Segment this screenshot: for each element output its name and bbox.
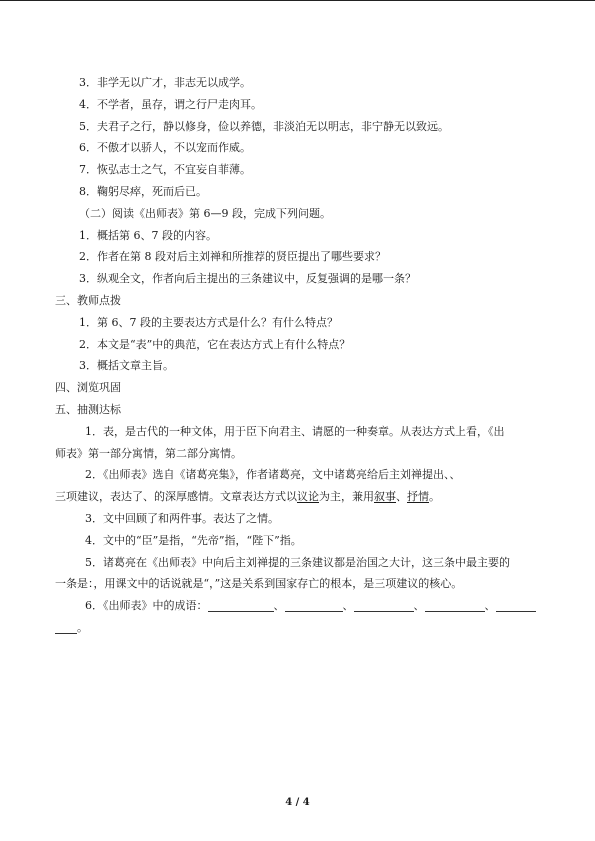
test-question-1-line-2: 师表》第一部分寓情，第二部分寓情。 — [55, 446, 242, 460]
teacher-question-3: 3．概括文章主旨。 — [79, 359, 174, 373]
idiom-blank-4[interactable] — [425, 599, 485, 612]
q2-text-c: 、 — [396, 490, 407, 504]
quote-item-5: 5．夫君子之行，静以修身，俭以养德，非淡泊无以明志，非宁静无以致远。 — [79, 119, 449, 133]
quote-item-7: 7．恢弘志士之气，不宜妄自菲薄。 — [79, 163, 251, 177]
q6-separator-4: 、 — [484, 599, 496, 613]
quote-item-3: 3．非学无以广才，非志无以成学。 — [79, 76, 251, 89]
section-test-heading: 五、抽测达标 — [55, 402, 121, 416]
teacher-question-1: 1．第 6、7 段的主要表达方式是什么？有什么特点？ — [79, 315, 338, 329]
page-number: 4 / 4 — [285, 797, 310, 808]
q2-underlined-lyric: 抒情 — [407, 490, 429, 504]
idiom-blank-3[interactable] — [354, 599, 414, 612]
idiom-blank-2[interactable] — [285, 599, 343, 612]
teacher-question-2: 2．本文是“表”中的典范，它在表达方式上有什么特点？ — [79, 337, 351, 351]
test-question-4: 4．文中的“臣”是指，“先帝”指，“陛下”指。 — [85, 533, 302, 547]
test-question-5-line-2: 一条是：，用课文中的话说就是“，”这是关系到国家存亡的根本，是三项建议的核心。 — [55, 577, 463, 591]
q2-text-d: 。 — [429, 490, 440, 504]
quote-item-8: 8．鞠躬尽瘁，死而后已。 — [79, 184, 207, 198]
q6-separator-1: 、 — [273, 599, 285, 613]
part2-question-2: 2．作者在第 8 段对后主刘禅和所推荐的贤臣提出了哪些要求？ — [79, 250, 386, 264]
test-question-2-line-1: 2．《出师表》选自《诸葛亮集》，作者诸葛亮，文中诸葛亮给后主刘禅提出、、 — [85, 468, 461, 482]
test-question-6-line-2 — [55, 617, 545, 639]
q2-underlined-narrative: 叙事 — [374, 490, 396, 504]
part2-question-1: 1．概括第 6、7 段的内容。 — [79, 228, 217, 242]
section-review-heading: 四、浏览巩固 — [55, 381, 121, 395]
q6-end: 。 — [77, 620, 88, 634]
test-question-1-line-1: 1．表，是古代的一种文体，用于臣下向君主、请愿的一种奏章。从表达方式上看，《出 — [85, 424, 505, 438]
part2-heading: （二）阅读《出师表》第 6—9 段，完成下列问题。 — [79, 206, 331, 220]
q2-text-b: 为主，兼用 — [319, 490, 374, 504]
idiom-blank-5-continued[interactable] — [55, 621, 77, 634]
section-teacher-heading: 三、教师点拨 — [55, 293, 121, 307]
test-question-3: 3．文中回顾了和两件事。表达了之情。 — [85, 511, 279, 525]
q6-separator-3: 、 — [413, 599, 425, 613]
test-question-6-line-1 — [55, 595, 545, 617]
quote-item-4: 4．不学者，虽存，谓之行尸走肉耳。 — [79, 97, 262, 111]
q2-underlined-argument: 议论 — [297, 490, 319, 504]
top-border-line — [0, 0, 595, 1]
document-body — [55, 72, 545, 639]
idiom-blank-1[interactable] — [208, 599, 274, 612]
test-question-2-line-2 — [55, 486, 545, 508]
q2-text-a: 三项建议，表达了、的深厚感情。文章表达方式以 — [55, 490, 297, 504]
part2-question-3: 3．纵观全文，作者向后主提出的三条建议中，反复强调的是哪一条？ — [79, 272, 416, 286]
test-question-5-line-1: 5．诸葛亮在《出师表》中向后主刘禅提的三条建议都是治国之大计，这三条中最主要的 — [85, 555, 510, 569]
q6-label: 6．《出师表》中的成语： — [85, 599, 208, 613]
quote-item-6: 6．不傲才以骄人，不以宠而作威。 — [79, 141, 251, 155]
idiom-blank-5[interactable] — [496, 599, 536, 612]
q6-separator-2: 、 — [342, 599, 354, 613]
